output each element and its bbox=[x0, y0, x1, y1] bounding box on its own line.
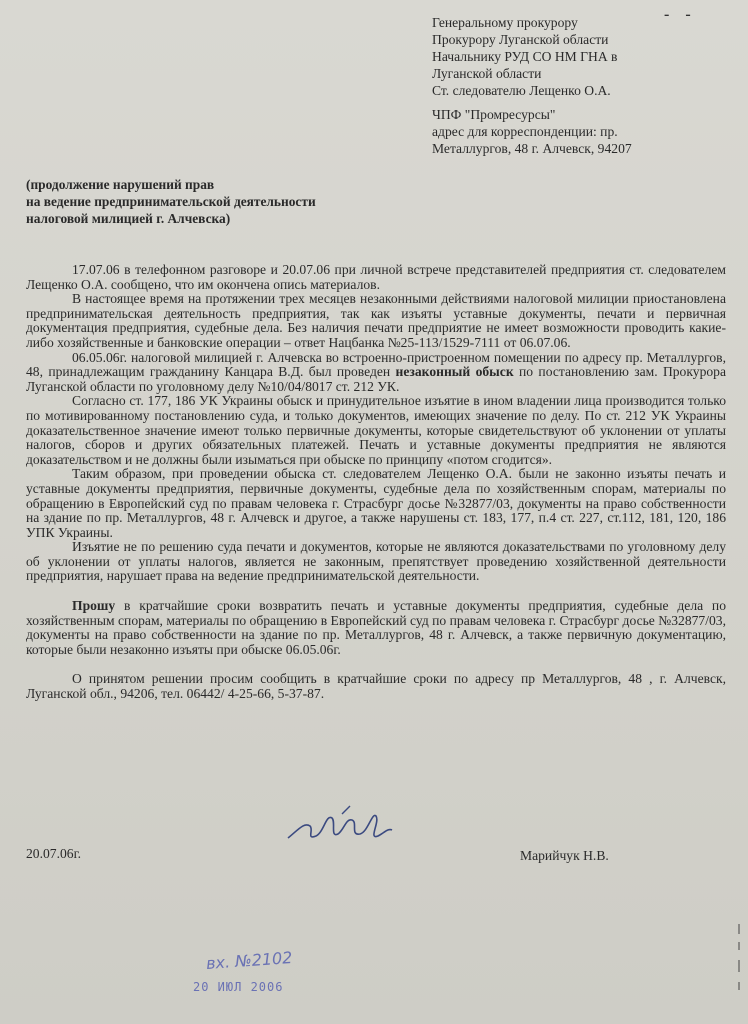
body-paragraph bbox=[26, 351, 726, 395]
edge-marks bbox=[734, 920, 744, 1010]
subject-line: (продолжение нарушений прав bbox=[26, 177, 215, 192]
subject-line: на ведение предпринимательской деятельности bbox=[26, 194, 316, 209]
paragraph-text: в кратчайшие сроки возвратить печать и уставные документы предприятия, судебные дела по хозяйственным спорам, материалы по обращению в Европейский суд по правам человека г. Страсбург досье №32877/03, документы на право собственности на здание по пр. Металлургов, 48 г. Алчевск, а также первичную документацию, которые были незаконно изъяты при обыске 06.05.06г. bbox=[26, 598, 726, 657]
body-paragraph: О принятом решении просим сообщить в кратчайшие сроки по адресу пр Металлургов, 48 , г. Алчевск, Луганской обл., 94206, тел. 06442/ 4-25-66, 5-37-87. bbox=[26, 671, 726, 702]
corner-mark: - - bbox=[664, 6, 697, 23]
paragraph-text: 06.05.06г. налоговой милицией г. Алчевска во встроенно-пристроенном помещении по адресу пр. Металлургов, 48, принадлежащим гражданину Канцара В.Д. был проведен bbox=[26, 349, 726, 380]
subject-heading bbox=[26, 176, 446, 227]
sender-line: адрес для корреспонденции: пр. bbox=[432, 124, 618, 139]
paragraph-text: по постановлению зам. Прокурора Луганской области по уголовному делу №10/04/8017 ст. 212 УК. bbox=[26, 364, 726, 394]
signer-name: Марийчук Н.В. bbox=[520, 848, 609, 863]
sender-block bbox=[432, 106, 732, 157]
letter-body bbox=[26, 263, 726, 702]
addressee-line: Ст. следователю Лещенко О.А. bbox=[432, 83, 611, 98]
subject-line: налоговой милицией г. Алчевска) bbox=[26, 211, 231, 226]
addressee-line: Прокурору Луганской области bbox=[432, 32, 609, 47]
sender-line: Металлургов, 48 г. Алчевск, 94207 bbox=[432, 141, 632, 156]
body-paragraph: Таким образом, при проведении обыска ст. следователем Лещенко О.А. были не законно изъяты печать и уставные документы предприятия, первичные документы, судебные дела по хозяйственным спорам, материалы по обращению в Европейский суд по правам человека г. Страсбург досье №32877/03, документы на право собственности на здание по пр. Металлургов, 48 г. Алчевск и другое, а также нарушены ст. 183, 177, п.4 ст. 227, ст.112, 181, 120, 186 УПК Украины. bbox=[26, 466, 726, 540]
signature-scribble bbox=[280, 800, 400, 850]
incoming-stamp-number: вх. №2102 bbox=[205, 948, 293, 973]
letter-date: 20.07.06г. bbox=[26, 846, 82, 861]
body-paragraph: Согласно ст. 177, 186 УК Украины обыск и принудительное изъятие в ином владении лица производится только по мотивированному постановлению суда, и только документов, имеющих значение по делу. По ст. 212 УК Украины доказательственное значение имеют только первичные документы, которые свидетельствуют об уклонении от уплаты налогов, сборов и других обязательных платежей. Печать и уставные документы предприятия не являются доказательством и не должны были изыматься при обыске по принципу «потом сгодится». bbox=[26, 393, 726, 467]
sender-line: ЧПФ "Промресурсы" bbox=[432, 107, 556, 122]
addressee-block bbox=[432, 14, 732, 99]
addressee-line: Генеральному прокурору bbox=[432, 15, 578, 30]
body-paragraph: Изъятие не по решению суда печати и документов, которые не являются доказательствами по уголовному делу об уклонении от уплаты налогов, является не законным, препятствует проведению хозяйственной деятельности предприятия, нарушает права на ведение предпринимательской деятельности. bbox=[26, 539, 726, 584]
incoming-stamp-date: 20 ИЮЛ 2006 bbox=[193, 980, 284, 994]
body-paragraph: 17.07.06 в телефонном разговоре и 20.07.06 при личной встрече представителей предприятия ст. следователем Лещенко О.А. сообщено, что им окончена опись материалов. bbox=[26, 262, 726, 292]
request-paragraph bbox=[26, 599, 726, 657]
emphasis-text: незаконный обыск bbox=[395, 364, 514, 380]
body-paragraph: В настоящее время на протяжении трех месяцев незаконными действиями налоговой милиции приостановлена предпринимательская деятельность предприятия, так как изъяты уставные документы, печати и первичная документация предприятия, судебные дела. Без наличия печати предприятие не имеет возможности проводить какие-либо хозяйственные и банковские операции – ответ Нацбанка №25-113/1529-7111 от 06.07.06. bbox=[26, 291, 726, 350]
addressee-line: Начальнику РУД СО НМ ГНА в bbox=[432, 49, 618, 64]
emphasis-text: Прошу bbox=[72, 598, 116, 614]
addressee-line: Луганской области bbox=[432, 66, 542, 81]
